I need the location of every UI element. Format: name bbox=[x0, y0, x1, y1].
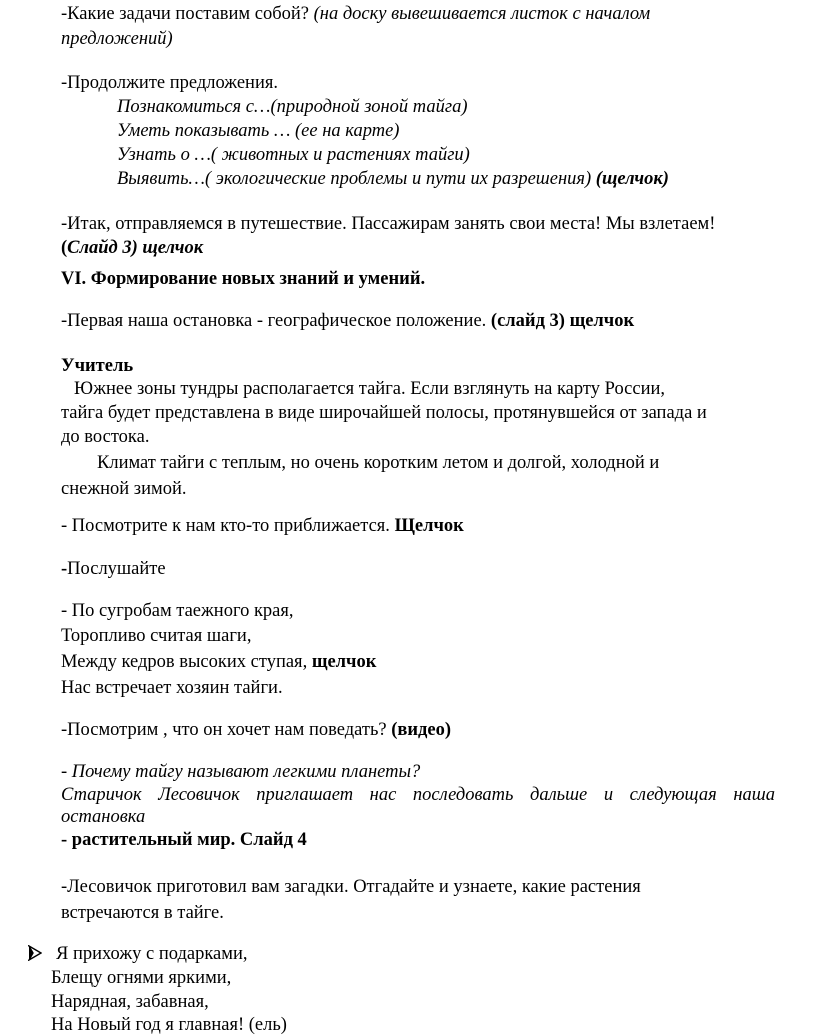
approach-text: - Посмотрите к нам кто-то приближается. bbox=[61, 516, 390, 536]
first-stop-line bbox=[61, 310, 634, 332]
video-label: (видео) bbox=[391, 720, 452, 740]
poem-line: Торопливо считая шаги, bbox=[61, 626, 252, 646]
riddles-intro-line: встречаются в тайге. bbox=[61, 903, 224, 923]
riddle-line: Нарядная, забавная, bbox=[51, 992, 209, 1012]
arrowhead-bullet-icon bbox=[28, 945, 42, 961]
first-stop-text: -Первая наша остановка - географическое положение. bbox=[61, 311, 487, 331]
riddle-line: Я прихожу с подарками, bbox=[56, 944, 248, 964]
slide-paren: ( bbox=[61, 238, 68, 258]
section-title: VI. Формирование новых знаний и умений. bbox=[61, 269, 426, 289]
tasks-question-note: (на доску вывешивается листок с началом bbox=[313, 4, 651, 24]
teacher-para-line: тайга будет представлена в виде широчайшей полосы, протянувшейся от запада и bbox=[61, 403, 707, 423]
listen-line bbox=[61, 558, 166, 580]
click-label: (щелчок) bbox=[595, 169, 669, 189]
click-label: Щелчок bbox=[394, 516, 464, 536]
tasks-question-line bbox=[61, 3, 650, 25]
lungs-question: - Почему тайгу называют легкими планеты? bbox=[61, 762, 421, 782]
poem-line: - По сугробам таежного края, bbox=[61, 601, 294, 621]
tasks-question-note-cont: предложений) bbox=[61, 29, 173, 49]
climate-line: Климат тайги с теплым, но очень коротким летом и долгой, холодной и bbox=[97, 453, 660, 473]
poem-line: Между кедров высоких ступая, bbox=[61, 652, 308, 672]
listen-text: Послушайте bbox=[67, 559, 166, 579]
riddles-intro-line: -Лесовичок приготовил вам загадки. Отгадайте и узнаете, какие растения bbox=[61, 877, 641, 897]
continue-line: Уметь показывать … (ее на карте) bbox=[117, 121, 400, 141]
riddle-line: Блещу огнями яркими, bbox=[51, 968, 232, 988]
climate-line: снежной зимой. bbox=[61, 479, 187, 499]
teacher-para-line: Южнее зоны тундры располагается тайга. Если взглянуть на карту России, bbox=[74, 379, 666, 399]
approach-line bbox=[61, 515, 464, 537]
video-text: -Посмотрим , что он хочет нам поведать? bbox=[61, 720, 387, 740]
continue-line: Выявить…( экологические проблемы и пути их разрешения) bbox=[117, 169, 592, 189]
invite-line: Старичок Лесовичок приглашает нас последовать дальше и следующая наша bbox=[61, 785, 775, 805]
riddle-line: На Новый год я главная! (ель) bbox=[51, 1015, 287, 1035]
slide-click-label: (слайд 3) щелчок bbox=[490, 311, 635, 331]
slide-click-label: Слайд 3) щелчок bbox=[67, 238, 204, 258]
continue-line: Познакомиться с…(природной зоной тайга) bbox=[117, 97, 468, 117]
tasks-question: -Какие задачи поставим собой? bbox=[61, 4, 309, 24]
video-line bbox=[61, 719, 451, 741]
poem-line: Нас встречает хозяин тайги. bbox=[61, 678, 283, 698]
journey-slide-line bbox=[61, 237, 203, 259]
continue-prompt: -Продолжите предложения. bbox=[61, 73, 278, 93]
plants-slide-line: - растительный мир. Слайд 4 bbox=[61, 830, 307, 850]
journey-line: -Итак, отправляемся в путешествие. Пассажирам занять свои места! Мы взлетаем! bbox=[61, 214, 716, 234]
listen-dash: - bbox=[61, 559, 68, 579]
click-label: щелчок bbox=[311, 652, 377, 672]
poem-line-with-click bbox=[61, 651, 376, 673]
invite-line-cont: остановка bbox=[61, 807, 146, 827]
teacher-heading: Учитель bbox=[61, 356, 134, 376]
teacher-para-line: до востока. bbox=[61, 427, 150, 447]
continue-line-last bbox=[117, 168, 669, 190]
continue-line: Узнать о …( животных и растениях тайги) bbox=[117, 145, 470, 165]
